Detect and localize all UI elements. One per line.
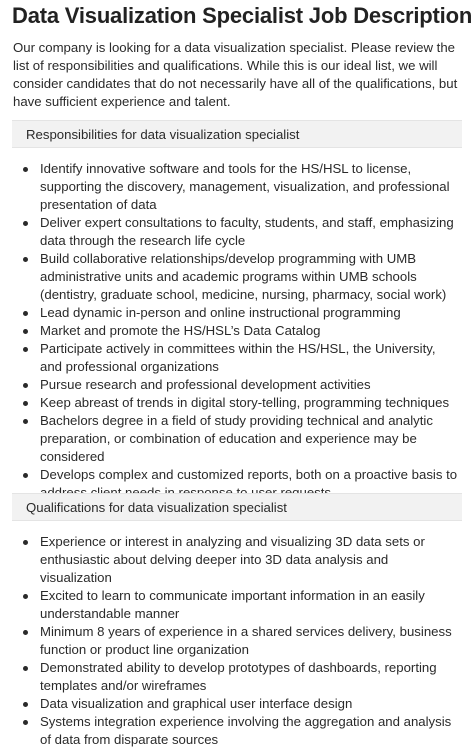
responsibility-item: Bachelors degree in a field of study providing technical and analytic preparation, or combination of education and experience may be considered	[18, 412, 460, 466]
qualifications-heading: Qualifications for data visualization specialist	[26, 500, 287, 515]
responsibilities-section-header	[12, 120, 462, 148]
qualification-item: Systems integration experience involving the aggregation and analysis of data from disparate sources	[18, 713, 460, 749]
intro-paragraph: Our company is looking for a data visualization specialist. Please review the list of responsibilities and qualifications. While this is our ideal list, we will consider candidates that do not necessarily have all of the qualifications, but have sufficient experience and talent.	[13, 40, 458, 109]
responsibility-item: Keep abreast of trends in digital story-telling, programming techniques	[18, 394, 460, 412]
responsibility-item: Pursue research and professional development activities	[18, 376, 460, 394]
qualification-item: Demonstrated ability to develop prototypes of dashboards, reporting templates and/or wireframes	[18, 659, 460, 695]
responsibility-item: Deliver expert consultations to faculty, students, and staff, emphasizing data through the research life cycle	[18, 214, 460, 250]
responsibility-item: Build collaborative relationships/develop programming with UMB administrative units and academic programs within UMB schools (dentistry, graduate school, medicine, nursing, pharmacy, social work)	[18, 250, 460, 304]
qualification-item: Experience or interest in analyzing and visualizing 3D data sets or enthusiastic about delving deeper into 3D data analysis and visualization	[18, 533, 460, 587]
responsibility-item: Identify innovative software and tools for the HS/HSL to license, supporting the discovery, management, visualization, and professional presentation of data	[18, 160, 460, 214]
responsibility-item: Develops complex and customized reports, both on a proactive basis to	[18, 466, 460, 502]
qualification-item: Excited to learn to communicate important information in an easily understandable manner	[18, 587, 460, 623]
responsibilities-list	[18, 160, 460, 502]
responsibilities-heading: Responsibilities for data visualization specialist	[26, 127, 300, 142]
responsibility-item: Market and promote the HS/HSL’s Data Catalog	[18, 322, 460, 340]
page-title: Data Visualization Specialist Job Description	[12, 3, 473, 28]
qualification-item: Minimum 8 years of experience in a shared services delivery, business function or product line organization	[18, 623, 460, 659]
qualifications-section-header	[12, 493, 462, 521]
responsibility-item: Lead dynamic in-person and online instructional programming	[18, 304, 460, 322]
qualifications-list	[18, 533, 460, 749]
qualification-item: Data visualization and graphical user interface design	[18, 695, 460, 713]
responsibility-item: Participate actively in committees within the HS/HSL, the University, and professional organizations	[18, 340, 460, 376]
